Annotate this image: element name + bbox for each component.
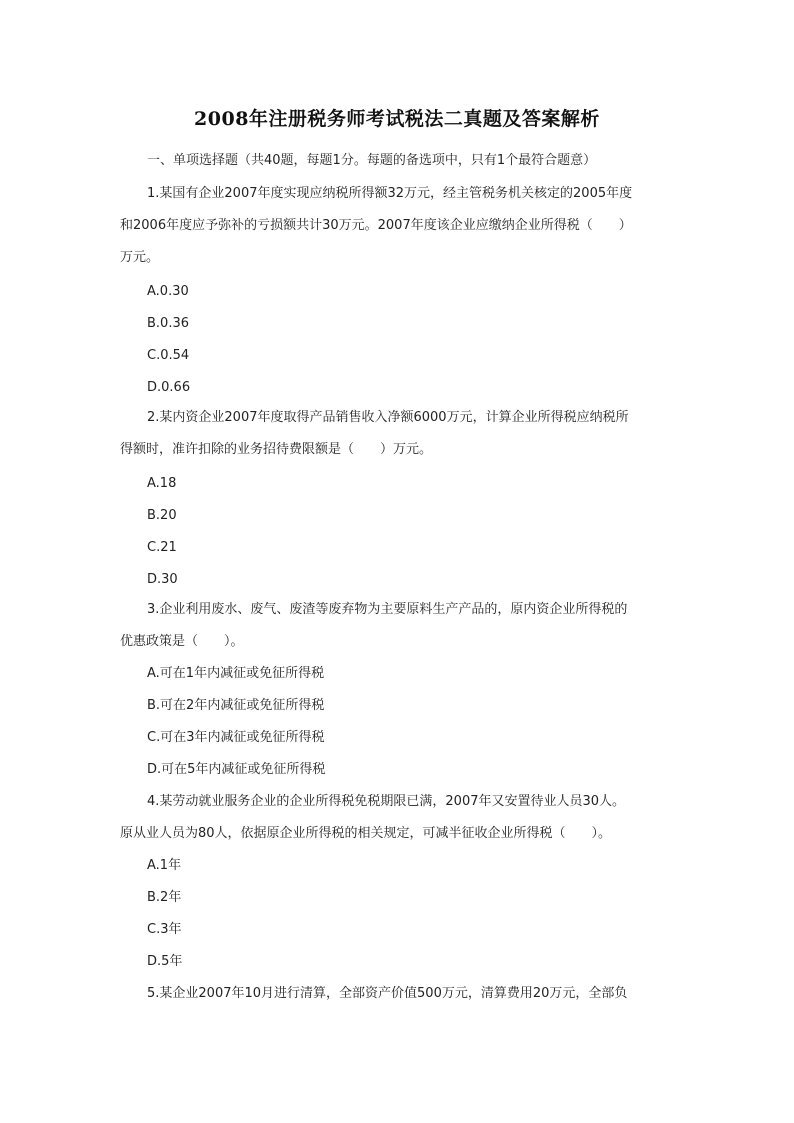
question-4-line-1: 4.某劳动就业服务企业的企业所得税免税期限已满，2007年又安置待业人员30人。: [147, 794, 626, 809]
question-2-option-d: D.30: [147, 572, 178, 587]
question-4-option-c: C.3年: [147, 922, 182, 937]
question-3-option-d: D.可在5年内减征或免征所得税: [147, 762, 326, 777]
question-1-option-d: D.0.66: [147, 380, 191, 395]
question-2-option-b: B.20: [147, 508, 177, 523]
question-1-option-c: C.0.54: [147, 348, 190, 363]
question-5-line-1: 5.某企业2007年10月进行清算，全部资产价值500万元，清算费用20万元，全部负: [147, 986, 628, 1001]
question-3-option-a: A.可在1年内减征或免征所得税: [147, 666, 325, 681]
question-1-line-3: 万元。: [120, 250, 160, 265]
question-2-line-2: 得额时，准许扣除的业务招待费限额是（ ）万元。: [120, 442, 433, 457]
question-3-option-c: C.可在3年内减征或免征所得税: [147, 730, 325, 745]
question-2-option-a: A.18: [147, 476, 177, 491]
document-title: 2008年注册税务师考试税法二真题及答案解析: [194, 108, 600, 130]
question-1-line-1: 1.某国有企业2007年度实现应纳税所得额32万元，经主管税务机关核定的2005年度: [147, 186, 633, 201]
question-1-option-b: B.0.36: [147, 316, 189, 331]
question-1-line-2: 和2006年度应予弥补的亏损额共计30万元。2007年度该企业应缴纳企业所得税（ ）: [120, 218, 632, 233]
question-4-line-2: 原从业人员为80人，依据原企业所得税的相关规定，可减半征收企业所得税（ ）。: [120, 826, 612, 841]
question-4-option-d: D.5年: [147, 954, 183, 969]
section-heading: 一、单项选择题（共40题，每题1分。每题的备选项中，只有1个最符合题意）: [147, 153, 597, 168]
question-2-option-c: C.21: [147, 540, 177, 555]
question-4-option-a: A.1年: [147, 858, 182, 873]
question-4-option-b: B.2年: [147, 890, 182, 905]
question-3-line-2: 优惠政策是（ ）。: [120, 634, 244, 649]
question-3-option-b: B.可在2年内减征或免征所得税: [147, 698, 325, 713]
question-1-option-a: A.0.30: [147, 284, 189, 299]
question-3-line-1: 3.企业利用废水、废气、废渣等废弃物为主要原料生产产品的，原内资企业所得税的: [147, 602, 628, 617]
question-2-line-1: 2.某内资企业2007年度取得产品销售收入净额6000万元，计算企业所得税应纳税所: [147, 410, 629, 425]
